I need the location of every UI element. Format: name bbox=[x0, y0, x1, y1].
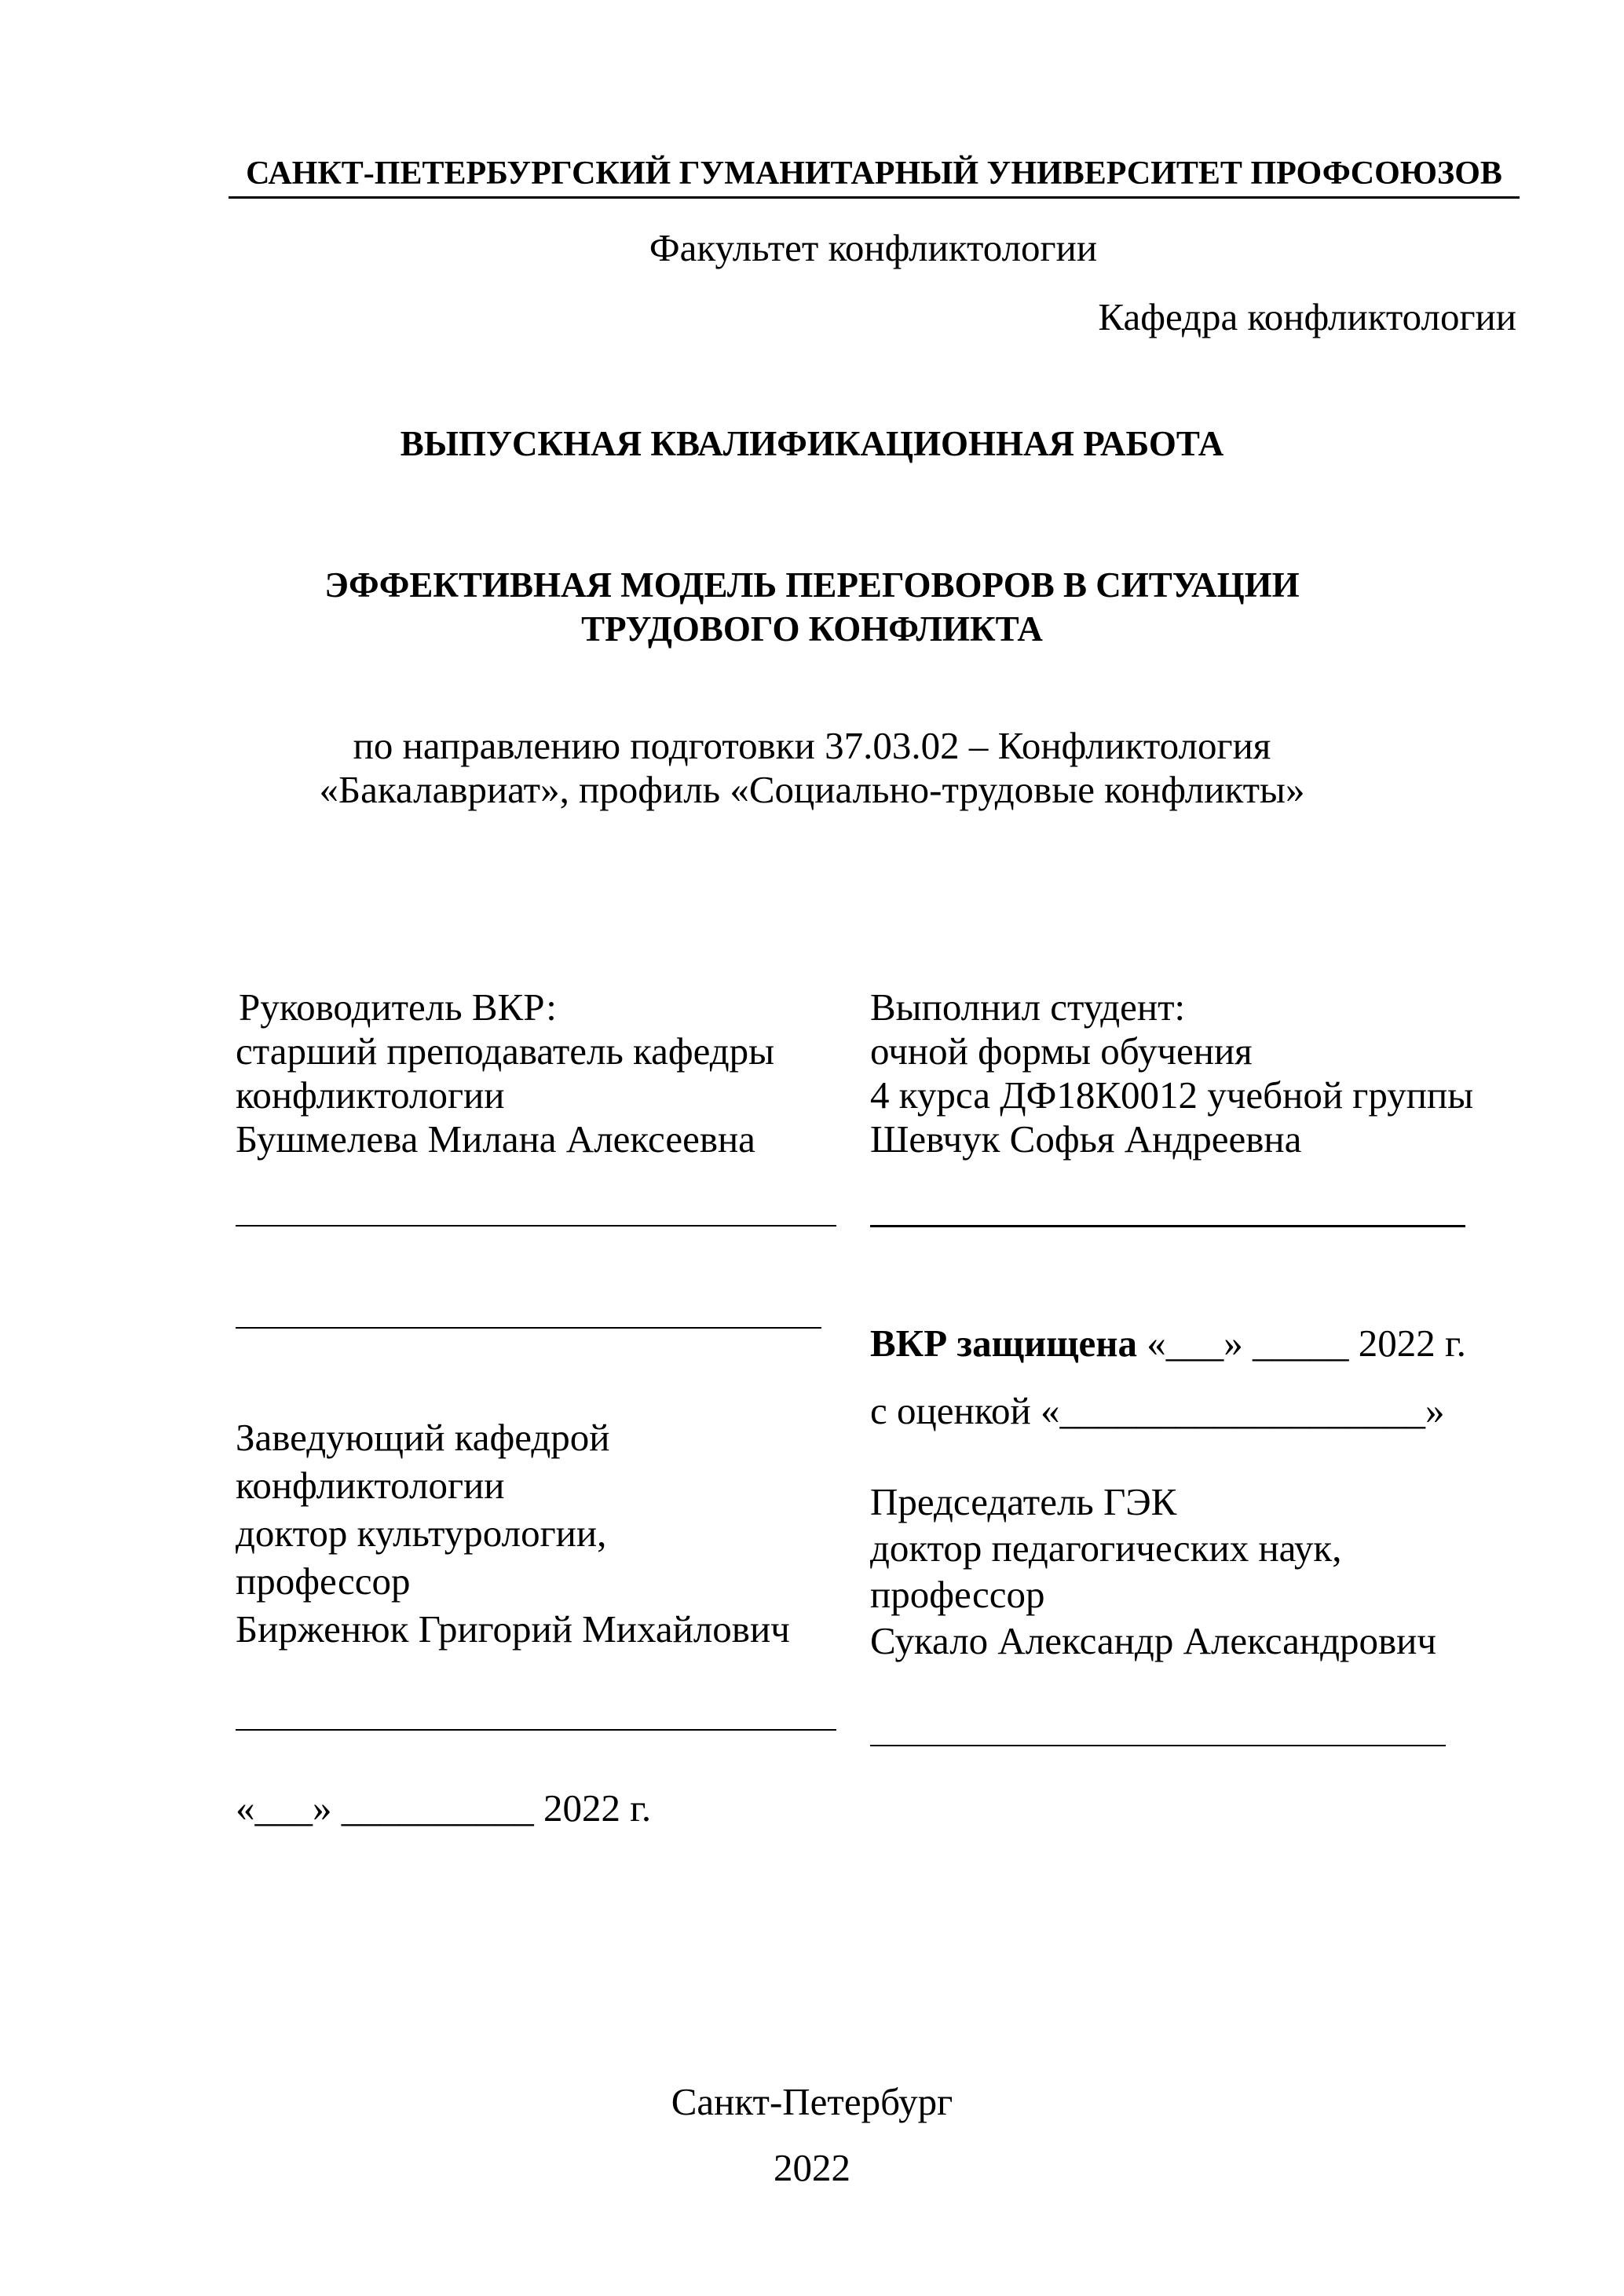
review-signature-line bbox=[236, 1327, 821, 1329]
chairman-line-2: профессор bbox=[870, 1573, 1045, 1616]
student-block bbox=[870, 985, 1473, 1161]
head-of-department-block bbox=[236, 1413, 790, 1653]
department-name: Кафедра конфликтологии bbox=[1098, 295, 1516, 338]
student-line-2: 4 курса ДФ18К0012 учебной группы bbox=[870, 1073, 1474, 1117]
student-name: Шевчук Софья Андреевна bbox=[870, 1117, 1302, 1161]
defense-label: ВКР защищена bbox=[870, 1322, 1138, 1365]
direction-line-2: «Бакалавриат», профиль «Социально-трудовые конфликты» bbox=[319, 768, 1305, 811]
head-line-2: доктор культурологии, bbox=[236, 1512, 607, 1555]
city: Санкт-Петербург bbox=[671, 2080, 953, 2123]
defense-date-text: «___» _____ 2022 г. bbox=[1137, 1322, 1466, 1365]
head-signature-line bbox=[236, 1729, 836, 1731]
chairman-label: Председатель ГЭК bbox=[870, 1480, 1177, 1523]
head-date: «___» __________ 2022 г. bbox=[236, 1786, 652, 1830]
head-name: Бирженюк Григорий Михайлович bbox=[236, 1607, 790, 1651]
title-line-2: ТРУДОВОГО КОНФЛИКТА bbox=[581, 609, 1043, 649]
year: 2022 bbox=[774, 2146, 850, 2189]
header-rule bbox=[229, 196, 1520, 199]
student-line-1: очной формы обучения bbox=[870, 1029, 1253, 1073]
supervisor-position-1: старший преподаватель кафедры bbox=[236, 1029, 775, 1073]
work-type: ВЫПУСКНАЯ КВАЛИФИКАЦИОННАЯ РАБОТА bbox=[400, 424, 1224, 463]
supervisor-block bbox=[236, 985, 774, 1161]
direction-line-1: по направлению подготовки 37.03.02 – Конфликтология bbox=[353, 724, 1271, 767]
chairman-block bbox=[870, 1479, 1436, 1664]
supervisor-signature-line bbox=[236, 1225, 836, 1227]
chairman-signature-line bbox=[870, 1745, 1446, 1746]
head-line-1: конфликтологии bbox=[236, 1464, 505, 1507]
student-signature-line bbox=[870, 1225, 1465, 1227]
chairman-name: Сукало Александр Александрович bbox=[870, 1619, 1437, 1662]
title-line-1: ЭФФЕКТИВНАЯ МОДЕЛЬ ПЕРЕГОВОРОВ В СИТУАЦИИ bbox=[324, 565, 1300, 605]
defense-grade: с оценкой «___________________» bbox=[870, 1389, 1445, 1432]
university-name: САНКТ-ПЕТЕРБУРГСКИЙ ГУМАНИТАРНЫЙ УНИВЕРСИТЕТ ПРОФСОЮЗОВ bbox=[246, 155, 1502, 192]
chairman-line-1: доктор педагогических наук, bbox=[870, 1526, 1342, 1570]
supervisor-label: Руководитель ВКР: bbox=[239, 985, 557, 1029]
head-label: Заведующий кафедрой bbox=[236, 1416, 610, 1459]
supervisor-name: Бушмелева Милана Алексеевна bbox=[236, 1117, 755, 1161]
head-line-3: профессор bbox=[236, 1559, 411, 1603]
faculty-name: Факультет конфликтологии bbox=[649, 226, 1098, 269]
student-label: Выполнил студент: bbox=[870, 985, 1186, 1029]
defense-date bbox=[870, 1322, 1466, 1365]
supervisor-position-2: конфликтологии bbox=[236, 1073, 505, 1117]
